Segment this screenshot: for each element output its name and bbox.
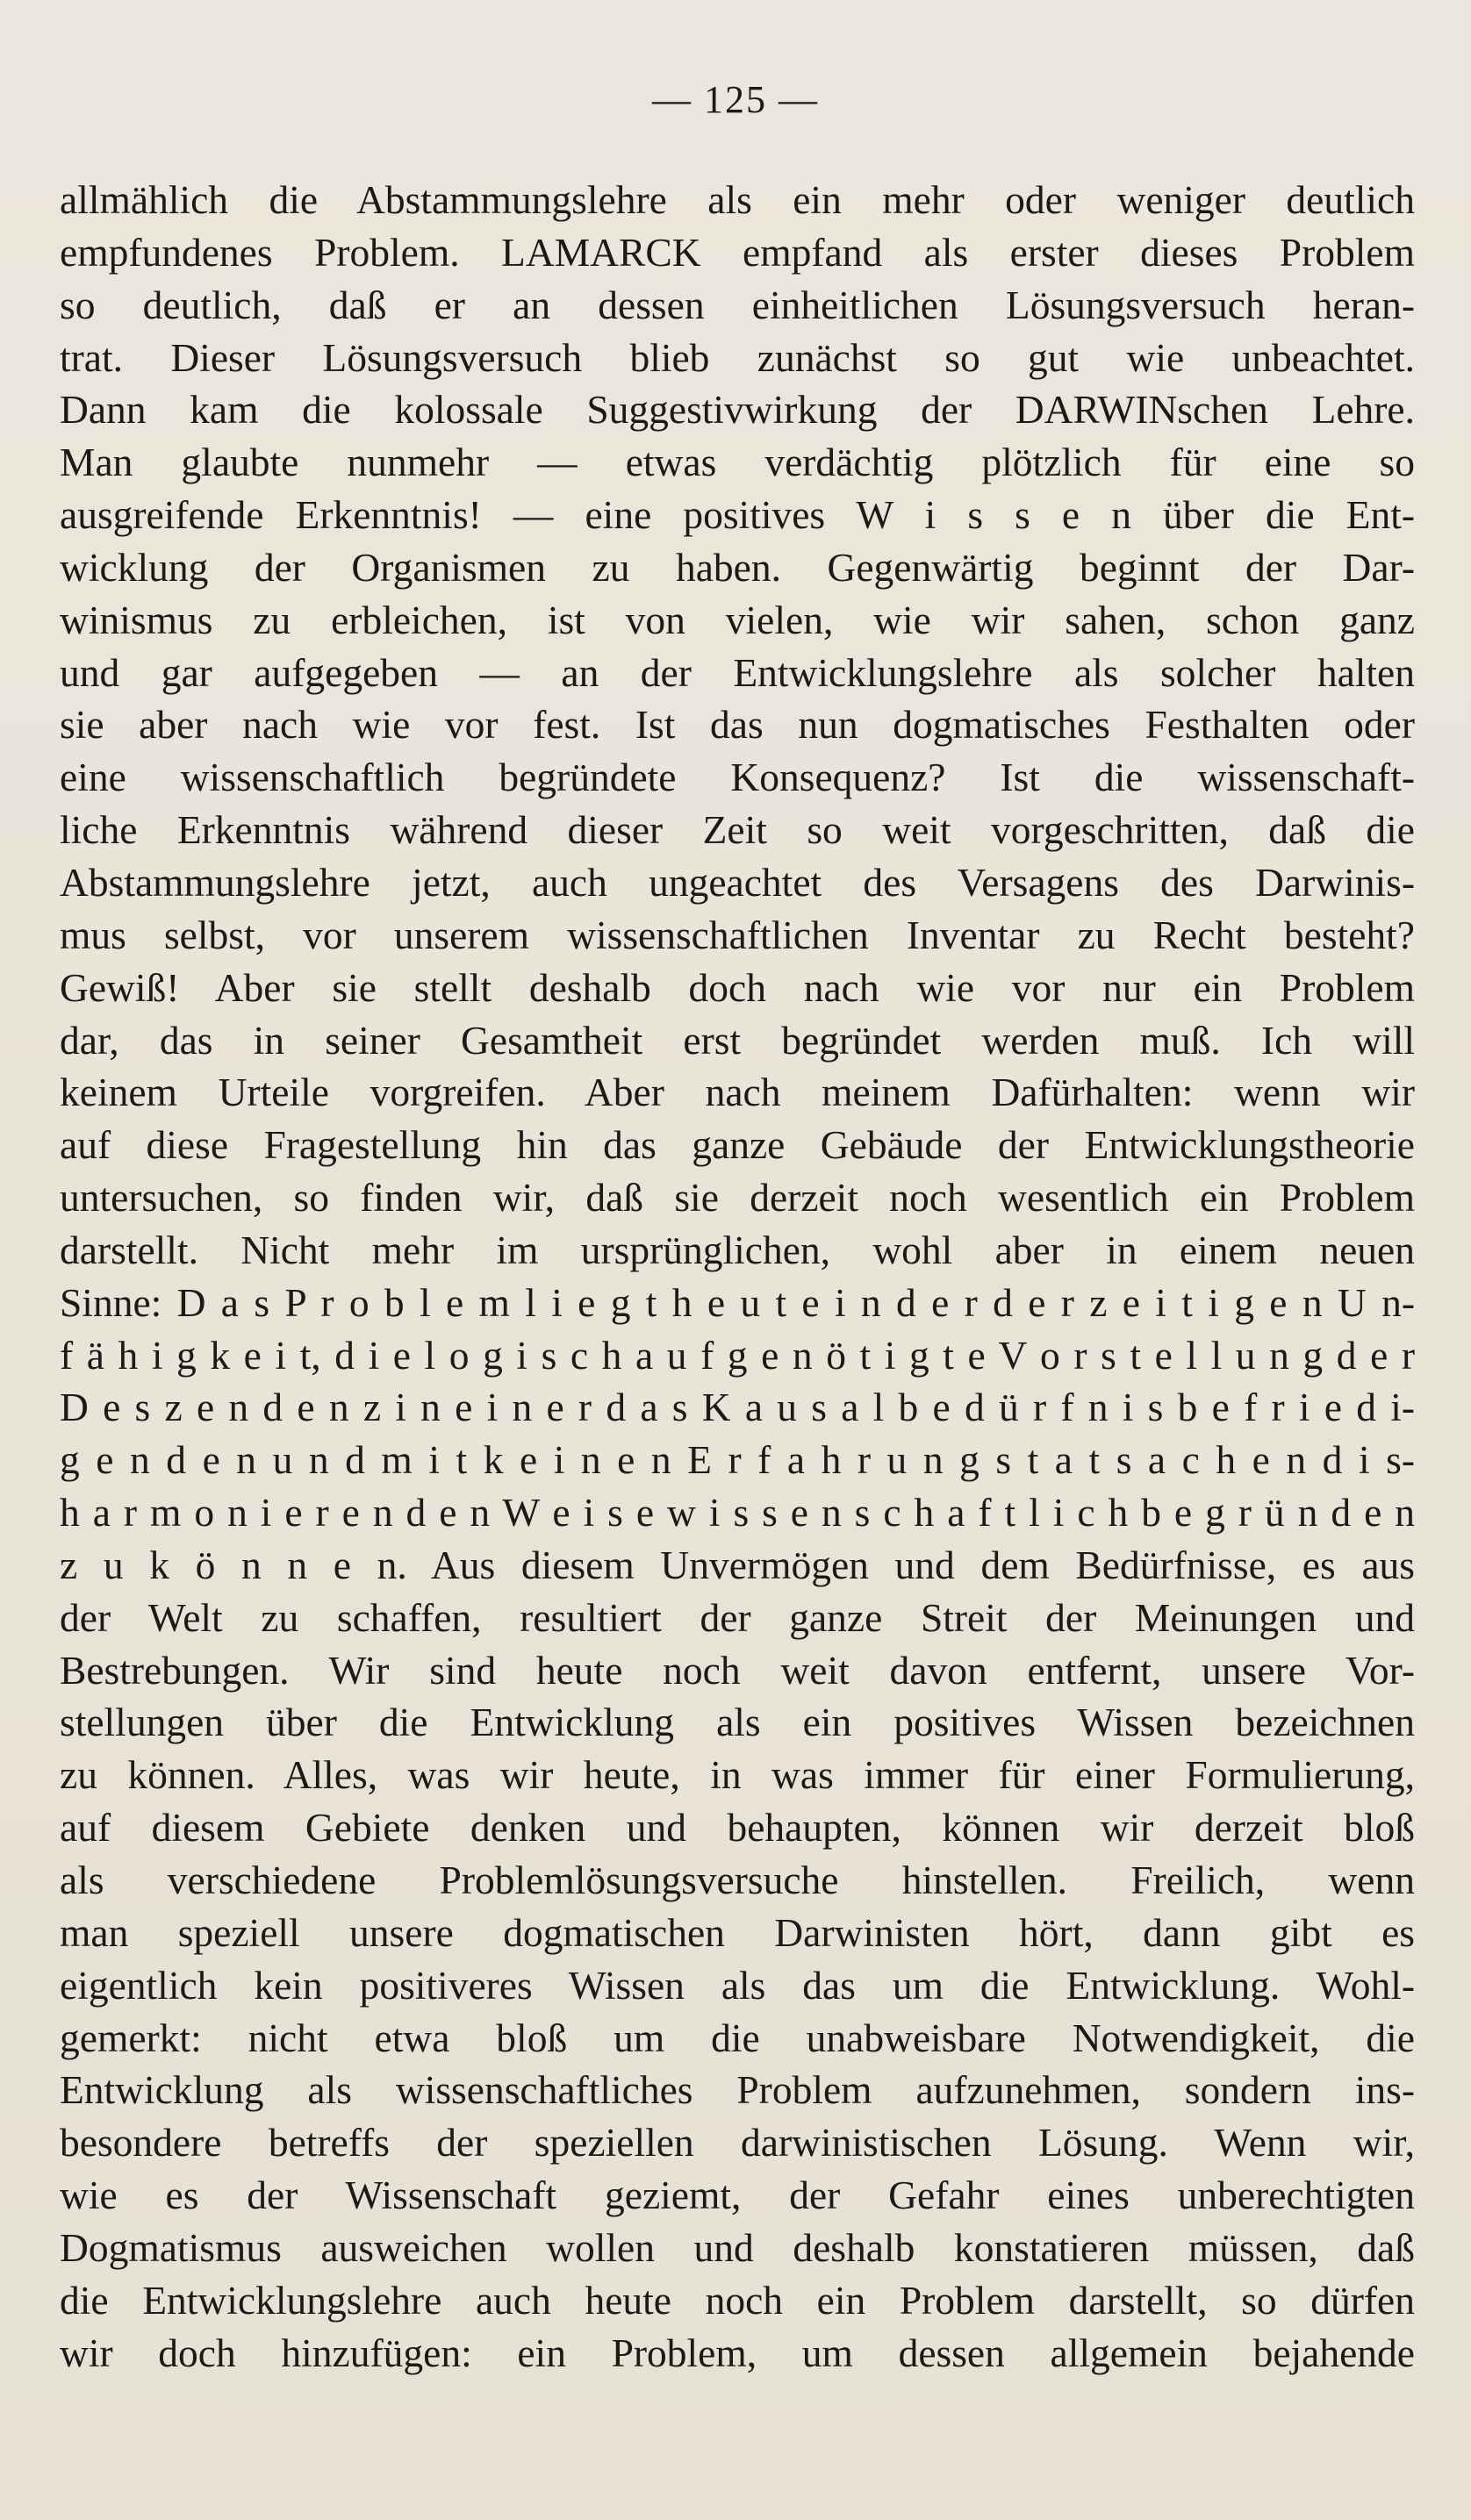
text-line: eigentlich kein positiveres Wissen als das um die Entwicklung. Wohl-: [60, 1962, 1415, 2008]
text-line: als verschiedene Problemlösungsversuche hinstellen. Freilich, wenn: [60, 1858, 1415, 1902]
text-line: man speziell unsere dogmatischen Darwinisten hört, dann gibt es: [60, 1909, 1415, 1955]
text-line: so deutlich, daß er an dessen einheitlichen Lösungsversuch heran-: [60, 282, 1415, 327]
text-line: liche Erkenntnis während dieser Zeit so weit vorgeschritten, daß die: [60, 807, 1415, 853]
text-line: f ä h i g k e i t, d i e l o g i s c h a u f g e n ö t i g t e V o r s t e l l u n g d e r: [60, 1332, 1415, 1378]
text-line: besondere betreffs der speziellen darwinistischen Lösung. Wenn wir,: [60, 2120, 1415, 2166]
text-line: der Welt zu schaffen, resultiert der ganze Streit der Meinungen und: [60, 1594, 1415, 1640]
text-line: empfundenes Problem. LAMARCK empfand als erster dieses Problem: [60, 229, 1415, 275]
text-line: und gar aufgegeben — an der Entwicklungslehre als solcher halten: [60, 649, 1415, 695]
text-line: Dann kam die kolossale Suggestivwirkung der DARWINschen Lehre.: [60, 387, 1415, 433]
text-line: mus selbst, vor unserem wissenschaftlichen Inventar zu Recht besteht?: [60, 912, 1415, 957]
text-line: zu können. Alles, was wir heute, in was immer für einer Formulierung,: [60, 1752, 1415, 1798]
text-line: h a r m o n i e r e n d e n W e i s e w i s s e n s c h a f t l i c h b e g r ü n d e n: [60, 1490, 1415, 1536]
text-line: wir doch hinzufügen: ein Problem, um dessen allgemein bejahende: [60, 2330, 1415, 2375]
text-line: ausgreifende Erkenntnis! — eine positives W i s s e n über die Ent-: [60, 492, 1415, 538]
text-line: z u k ö n n e n. Aus diesem Unvermögen und dem Bedürfnisse, es aus: [60, 1542, 1415, 1587]
text-line: allmählich die Abstammungslehre als ein mehr oder weniger deutlich: [60, 177, 1415, 222]
text-line: auf diese Fragestellung hin das ganze Gebäude der Entwicklungstheorie: [60, 1122, 1415, 1168]
text-line: eine wissenschaftlich begründete Konsequenz? Ist die wissenschaft-: [60, 755, 1415, 800]
text-line: Sinne: D a s P r o b l e m l i e g t h e u t e i n d e r d e r z e i t i g e n U n-: [60, 1279, 1415, 1325]
text-line: trat. Dieser Lösungsversuch blieb zunächst so gut wie unbeachtet.: [60, 334, 1415, 380]
text-line: darstellt. Nicht mehr im ursprünglichen, wohl aber in einem neuen: [60, 1227, 1415, 1272]
text-line: winismus zu erbleichen, ist von vielen, wie wir sahen, schon ganz: [60, 597, 1415, 642]
text-line: die Entwicklungslehre auch heute noch ein Problem darstellt, so dürfen: [60, 2277, 1415, 2323]
body-text: [60, 174, 1415, 2379]
text-line: dar, das in seiner Gesamtheit erst begründet werden muß. Ich will: [60, 1017, 1415, 1063]
text-line: Entwicklung als wissenschaftliches Problem aufzunehmen, sondern ins-: [60, 2067, 1415, 2113]
text-line: D e s z e n d e n z i n e i n e r d a s K a u s a l b e d ü r f n i s b e f r i e d i-: [60, 1385, 1415, 1430]
text-line: Dogmatismus ausweichen wollen und deshalb konstatieren müssen, daß: [60, 2224, 1415, 2270]
text-line: auf diesem Gebiete denken und behaupten, können wir derzeit bloß: [60, 1805, 1415, 1851]
text-line: keinem Urteile vorgreifen. Aber nach meinem Dafürhalten: wenn wir: [60, 1070, 1415, 1115]
text-line: wicklung der Organismen zu haben. Gegenwärtig beginnt der Dar-: [60, 544, 1415, 590]
text-line: untersuchen, so finden wir, daß sie derzeit noch wesentlich ein Problem: [60, 1175, 1415, 1221]
text-line: Man glaubte nunmehr — etwas verdächtig plötzlich für eine so: [60, 440, 1415, 485]
text-line: wie es der Wissenschaft geziemt, der Gefahr eines unberechtigten: [60, 2173, 1415, 2218]
text-line: stellungen über die Entwicklung als ein positives Wissen bezeichnen: [60, 1700, 1415, 1745]
text-line: gemerkt: nicht etwa bloß um die unabweisbare Notwendigkeit, die: [60, 2015, 1415, 2060]
text-line: Gewiß! Aber sie stellt deshalb doch nach wie vor nur ein Problem: [60, 964, 1415, 1010]
page-number: — 125 —: [652, 78, 819, 121]
text-line: Abstammungslehre jetzt, auch ungeachtet des Versagens des Darwinis-: [60, 859, 1415, 905]
text-line: g e n d e n u n d m i t k e i n e n E r f a h r u n g s t a t s a c h e n d i s-: [60, 1437, 1415, 1483]
text-line: Bestrebungen. Wir sind heute noch weit davon entfernt, unsere Vor-: [60, 1647, 1415, 1693]
text-line: sie aber nach wie vor fest. Ist das nun dogmatisches Festhalten oder: [60, 702, 1415, 748]
